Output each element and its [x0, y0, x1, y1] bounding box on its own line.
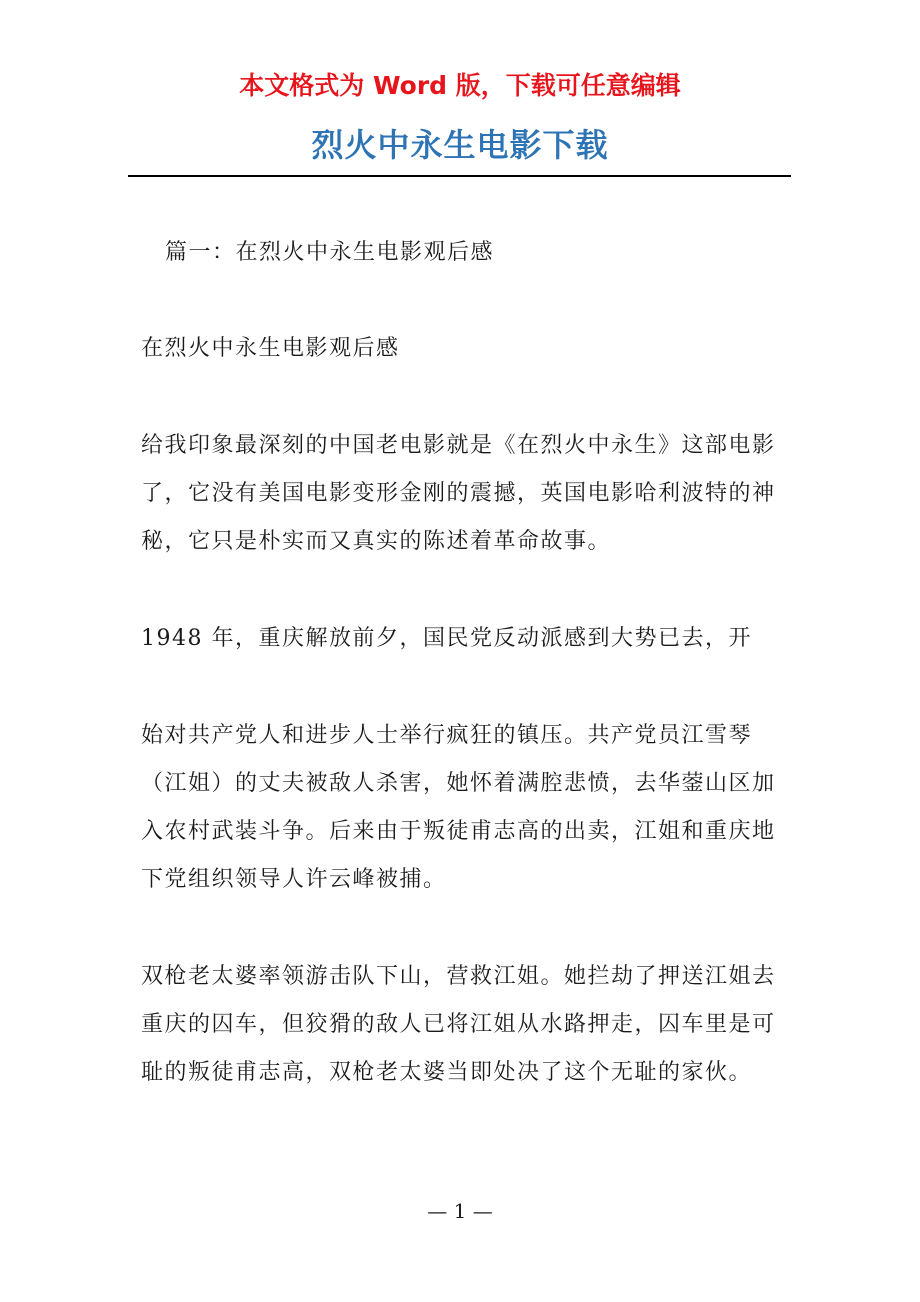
paragraph-5: 双枪老太婆率领游击队下山，营救江姐。她拦劫了押送江姐去重庆的囚车，但狡猾的敌人已将江姐从水路押走，囚车里是可耻的叛徒甫志高，双枪老太婆当即处决了这个无耻的家伙。	[141, 964, 776, 1085]
title-divider	[128, 175, 791, 177]
document-title: 烈火中永生电影下载	[311, 126, 609, 164]
section-heading: 篇一：在烈火中永生电影观后感	[165, 240, 495, 265]
paragraph-2: 给我印象最深刻的中国老电影就是《在烈火中永生》这部电影了，它没有美国电影变形金刚的震撼，英国电影哈利波特的神秘，它只是朴实而又真实的陈述着革命故事。	[141, 433, 776, 554]
paragraph-3: 1948 年，重庆解放前夕，国民党反动派感到大势已去，开	[141, 626, 752, 651]
download-notice: 本文格式为 Word 版，下载可任意编辑	[239, 71, 681, 100]
paragraph-1: 在烈火中永生电影观后感	[141, 336, 400, 361]
page-number: — 1 —	[427, 1199, 493, 1223]
paragraph-4: 始对共产党人和进步人士举行疯狂的镇压。共产党员江雪琴（江姐）的丈夫被敌人杀害，她怀着满腔悲愤，去华蓥山区加入农村武装斗争。后来由于叛徒甫志高的出卖，江姐和重庆地下党组织领导人许云峰被捕。	[141, 723, 776, 892]
